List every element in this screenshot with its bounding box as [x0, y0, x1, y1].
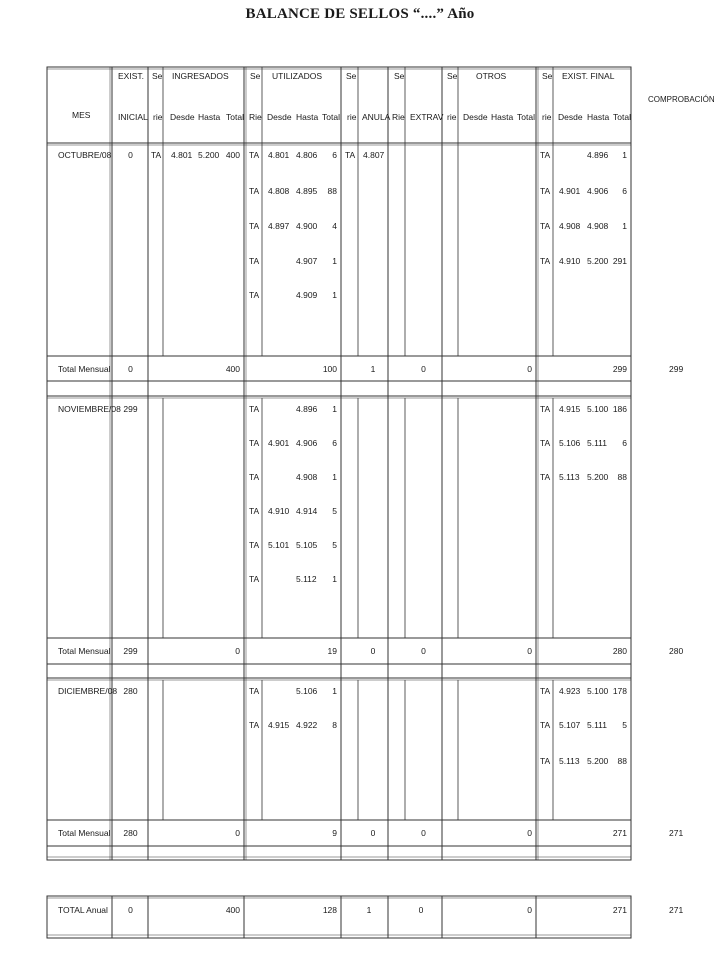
header-se: Se: [250, 71, 261, 81]
final-hasta: 5.200: [587, 756, 609, 766]
header-exist: EXIST.: [118, 71, 144, 81]
util-desde: 4.808: [268, 186, 290, 196]
final-hasta: 4.908: [587, 221, 609, 231]
header-se: Se: [152, 71, 163, 81]
final-desde: 5.113: [559, 756, 580, 766]
month-label: NOVIEMBRE/08: [58, 404, 121, 414]
total-ingresados: 0: [235, 646, 240, 656]
header-desde: Desde: [267, 112, 292, 122]
final-desde: 4.910: [559, 256, 581, 266]
total-extrav: 0: [421, 646, 426, 656]
total-ingresados: 400: [225, 364, 240, 374]
final-serie: TA: [540, 720, 551, 730]
total-label: Total Mensual: [58, 646, 111, 656]
util-total: 5: [332, 540, 337, 550]
month-inicial: 280: [123, 686, 138, 696]
util-total: 6: [332, 438, 337, 448]
comprobacion-value: 299: [669, 364, 684, 374]
final-serie: TA: [540, 438, 551, 448]
annual-final: 271: [612, 905, 627, 915]
util-total: 1: [332, 686, 337, 696]
header-exist-final: EXIST. FINAL: [562, 71, 615, 81]
header-total: Total: [517, 112, 535, 122]
anula-serie: TA: [345, 150, 356, 160]
util-hasta: 5.105: [296, 540, 318, 550]
final-hasta: 5.111: [587, 438, 608, 448]
final-desde: 4.915: [559, 404, 581, 414]
annual-ingresados: 400: [225, 905, 240, 915]
util-hasta: 4.908: [296, 472, 318, 482]
util-hasta: 4.914: [296, 506, 318, 516]
util-serie: TA: [249, 540, 260, 550]
total-anula: 1: [370, 364, 376, 374]
final-serie: TA: [540, 150, 551, 160]
util-desde: 4.901: [268, 438, 290, 448]
final-serie: TA: [540, 756, 551, 766]
util-total: 8: [332, 720, 337, 730]
final-total: 1: [622, 150, 627, 160]
final-total: 291: [612, 256, 627, 266]
util-total: 1: [332, 290, 337, 300]
ing-total: 400: [225, 150, 240, 160]
final-serie: TA: [540, 186, 551, 196]
util-hasta: 4.896: [296, 404, 318, 414]
util-total: 6: [332, 150, 337, 160]
header-hasta: Hasta: [491, 112, 514, 122]
header-se: Se: [447, 71, 458, 81]
util-serie: TA: [249, 574, 260, 584]
final-total: 6: [622, 186, 627, 196]
util-serie: TA: [249, 221, 260, 231]
util-total: 1: [332, 404, 337, 414]
header-hasta: Hasta: [587, 112, 610, 122]
annual-inicial: 0: [128, 905, 133, 915]
util-serie: TA: [249, 256, 260, 266]
util-hasta: 5.112: [296, 574, 317, 584]
final-desde: 4.901: [559, 186, 581, 196]
header-hasta: Hasta: [296, 112, 319, 122]
final-serie: TA: [540, 686, 551, 696]
total-otros: 0: [527, 646, 532, 656]
comprobacion-value: 271: [669, 828, 684, 838]
util-hasta: 4.900: [296, 221, 318, 231]
header-utilizados: UTILIZADOS: [272, 71, 323, 81]
annual-comprobacion: 271: [669, 905, 684, 915]
header-ingresados: INGRESADOS: [172, 71, 229, 81]
util-hasta: 4.895: [296, 186, 318, 196]
total-ingresados: 0: [235, 828, 240, 838]
header-total: Total: [226, 112, 244, 122]
month-label: OCTUBRE/08: [58, 150, 112, 160]
total-extrav: 0: [421, 364, 426, 374]
util-desde: 5.101: [268, 540, 290, 550]
total-anula: 0: [370, 646, 376, 656]
final-hasta: 5.200: [587, 256, 609, 266]
util-serie: TA: [249, 506, 260, 516]
final-serie: TA: [540, 256, 551, 266]
final-desde: 5.113: [559, 472, 580, 482]
total-utilizados: 9: [332, 828, 337, 838]
final-hasta: 5.200: [587, 472, 609, 482]
util-serie: TA: [249, 686, 260, 696]
final-total: 5: [622, 720, 627, 730]
final-total: 88: [617, 756, 627, 766]
final-desde: 5.107: [559, 720, 581, 730]
header-se: Se: [542, 71, 553, 81]
annual-otros: 0: [527, 905, 532, 915]
header-inicial: INICIAL: [118, 112, 148, 122]
total-utilizados: 100: [322, 364, 337, 374]
util-serie: TA: [249, 438, 260, 448]
final-hasta: 4.906: [587, 186, 609, 196]
util-serie: TA: [249, 720, 260, 730]
header-extrav: EXTRAV: [410, 112, 444, 122]
header-rie: rie: [542, 112, 552, 122]
header-mes: MES: [72, 110, 91, 120]
total-final: 280: [612, 646, 627, 656]
util-desde: 4.897: [268, 221, 290, 231]
header-otros: OTROS: [476, 71, 507, 81]
header-desde: Desde: [558, 112, 583, 122]
util-serie: TA: [249, 404, 260, 414]
final-serie: TA: [540, 472, 551, 482]
util-serie: TA: [249, 150, 260, 160]
month-inicial: 0: [128, 150, 133, 160]
ing-hasta: 5.200: [198, 150, 220, 160]
header-rie: Rie: [392, 112, 405, 122]
total-inicial: 280: [123, 828, 138, 838]
util-desde: 4.910: [268, 506, 290, 516]
annual-anula: 1: [366, 905, 372, 915]
total-inicial: 0: [128, 364, 133, 374]
header-hasta: Hasta: [198, 112, 221, 122]
header-rie: rie: [153, 112, 163, 122]
total-otros: 0: [527, 828, 532, 838]
util-serie: TA: [249, 472, 260, 482]
final-total: 6: [622, 438, 627, 448]
header-desde: Desde: [463, 112, 488, 122]
annual-extrav: 0: [418, 905, 424, 915]
month-inicial: 299: [123, 404, 138, 414]
final-hasta: 4.896: [587, 150, 609, 160]
util-desde: 4.915: [268, 720, 290, 730]
header-total: Total: [322, 112, 340, 122]
header-se: Se: [346, 71, 357, 81]
util-hasta: 5.106: [296, 686, 318, 696]
anula-value: 4.807: [363, 150, 385, 160]
util-serie: TA: [249, 290, 260, 300]
final-serie: TA: [540, 404, 551, 414]
header-total: Total: [613, 112, 631, 122]
annual-label: TOTAL Anual: [58, 905, 108, 915]
header-se: Se: [394, 71, 405, 81]
header-desde: Desde: [170, 112, 195, 122]
final-hasta: 5.111: [587, 720, 608, 730]
util-hasta: 4.922: [296, 720, 318, 730]
annual-utilizados: 128: [322, 905, 337, 915]
final-total: 1: [622, 221, 627, 231]
util-hasta: 4.906: [296, 438, 318, 448]
util-total: 1: [332, 574, 337, 584]
final-hasta: 5.100: [587, 404, 609, 414]
month-label: DICIEMBRE/08: [58, 686, 118, 696]
util-total: 1: [332, 472, 337, 482]
total-otros: 0: [527, 364, 532, 374]
total-utilizados: 19: [327, 646, 337, 656]
header-rie: Rie: [249, 112, 262, 122]
util-total: 1: [332, 256, 337, 266]
final-serie: TA: [540, 221, 551, 231]
util-desde: 4.801: [268, 150, 290, 160]
util-total: 88: [327, 186, 337, 196]
final-hasta: 5.100: [587, 686, 609, 696]
util-total: 5: [332, 506, 337, 516]
total-anula: 0: [370, 828, 376, 838]
total-inicial: 299: [123, 646, 138, 656]
header-comprobacion: COMPROBACIÓN: [648, 95, 715, 104]
final-desde: 4.908: [559, 221, 581, 231]
final-total: 186: [612, 404, 627, 414]
ing-desde: 4.801: [171, 150, 193, 160]
total-label: Total Mensual: [58, 828, 111, 838]
util-hasta: 4.806: [296, 150, 318, 160]
final-total: 178: [612, 686, 627, 696]
header-anula: ANULA: [362, 112, 391, 122]
comprobacion-value: 280: [669, 646, 684, 656]
ing-serie: TA: [151, 150, 162, 160]
total-extrav: 0: [421, 828, 426, 838]
total-label: Total Mensual: [58, 364, 111, 374]
total-final: 271: [612, 828, 627, 838]
util-hasta: 4.907: [296, 256, 318, 266]
page-title: BALANCE DE SELLOS “....” Año: [245, 6, 475, 22]
util-total: 4: [332, 221, 337, 231]
util-hasta: 4.909: [296, 290, 318, 300]
header-rie: rie: [347, 112, 357, 122]
total-final: 299: [612, 364, 627, 374]
final-desde: 4.923: [559, 686, 581, 696]
final-total: 88: [617, 472, 627, 482]
header-rie: rie: [447, 112, 457, 122]
util-serie: TA: [249, 186, 260, 196]
final-desde: 5.106: [559, 438, 581, 448]
